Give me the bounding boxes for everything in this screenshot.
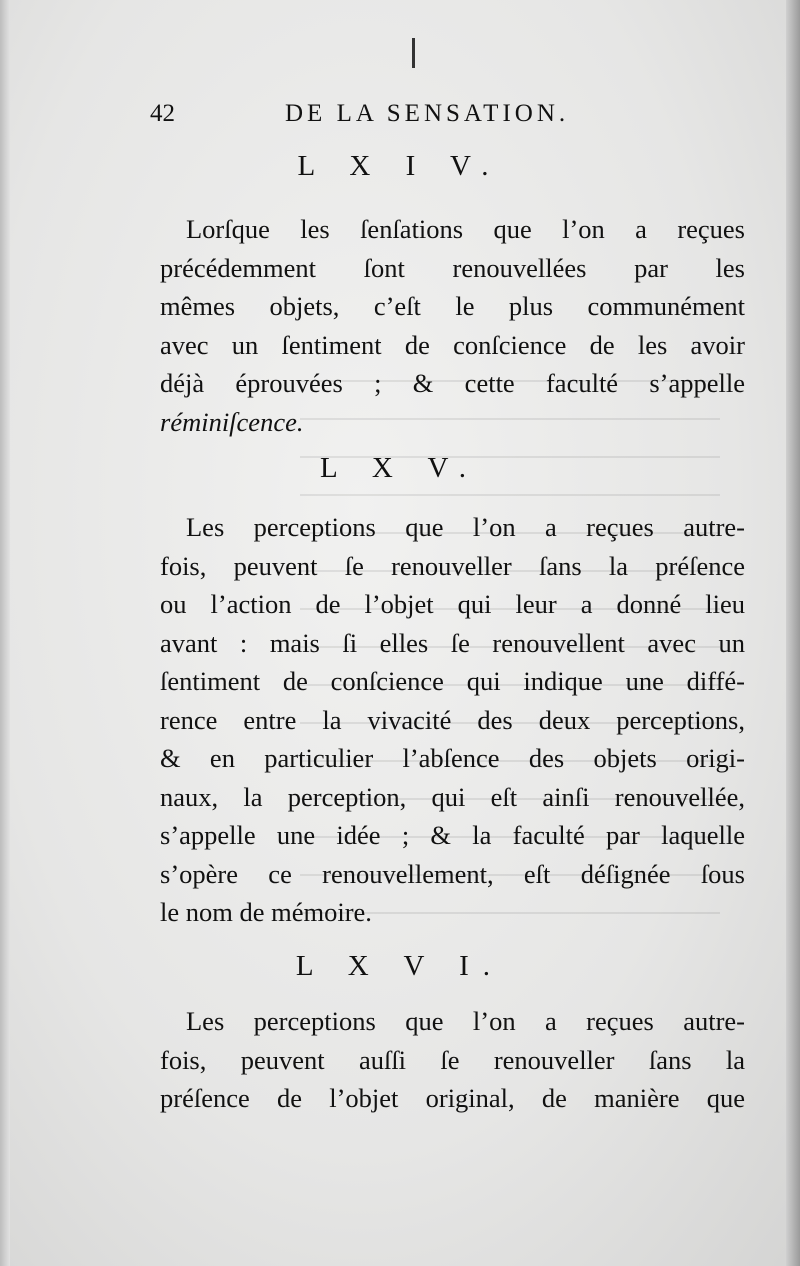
page-header bbox=[150, 100, 620, 130]
text-line: fois, peuvent auſſi ſe renouveller ſans la bbox=[160, 1044, 745, 1075]
running-title: DE LA SENSATION. bbox=[285, 100, 570, 127]
page-number: 42 bbox=[150, 100, 175, 127]
text-line: s’appelle une idée ; & la faculté par laquelle bbox=[160, 820, 745, 850]
text-line: ou l’action de l’objet qui leur a donné lieu bbox=[160, 589, 745, 619]
section-heading-lxvi: L X V I. bbox=[295, 950, 505, 982]
text-line: rence entre la vivacité des deux perceptions, bbox=[160, 704, 745, 735]
paragraph-lxv bbox=[160, 508, 745, 932]
page-left-edge bbox=[0, 0, 10, 1266]
text-line: Les perceptions que l’on a reçues autre- bbox=[186, 512, 745, 542]
text-line: Lorſque les ſenſations que l’on a reçues bbox=[186, 214, 745, 244]
text-line: & en particulier l’abſence des objets origi- bbox=[160, 743, 745, 773]
text-line: ſentiment de conſcience qui indique une diffé- bbox=[160, 666, 745, 696]
text-line: naux, la perception, qui eſt ainſi renouvellée, bbox=[160, 781, 745, 812]
section-heading-lxiv: L X I V. bbox=[297, 150, 503, 182]
paragraph-lxvi bbox=[160, 1002, 745, 1118]
page-right-edge bbox=[786, 0, 800, 1266]
text-line: déjà éprouvées ; & cette faculté s’appelle bbox=[160, 368, 745, 398]
text-line: préſence de l’objet original, de manière que bbox=[160, 1083, 745, 1113]
text-line: avec un ſentiment de conſcience de les avoir bbox=[160, 329, 745, 360]
text-line: avant : mais ſi elles ſe renouvellent avec un bbox=[160, 627, 745, 658]
ink-mark bbox=[412, 38, 415, 68]
text-line: précédemment ſont renouvellées par les bbox=[160, 252, 745, 283]
text-line: réminiſcence. bbox=[160, 406, 304, 437]
text-line: mêmes objets, c’eſt le plus communément bbox=[160, 291, 745, 321]
paragraph-lxiv bbox=[160, 210, 745, 441]
section-heading-lxv: L X V. bbox=[319, 452, 480, 484]
text-line: s’opère ce renouvellement, eſt déſignée ſous bbox=[160, 858, 745, 889]
text-line: le nom de mémoire. bbox=[160, 897, 372, 927]
text-line: Les perceptions que l’on a reçues autre- bbox=[186, 1006, 745, 1036]
text-line: fois, peuvent ſe renouveller ſans la préſence bbox=[160, 550, 745, 581]
